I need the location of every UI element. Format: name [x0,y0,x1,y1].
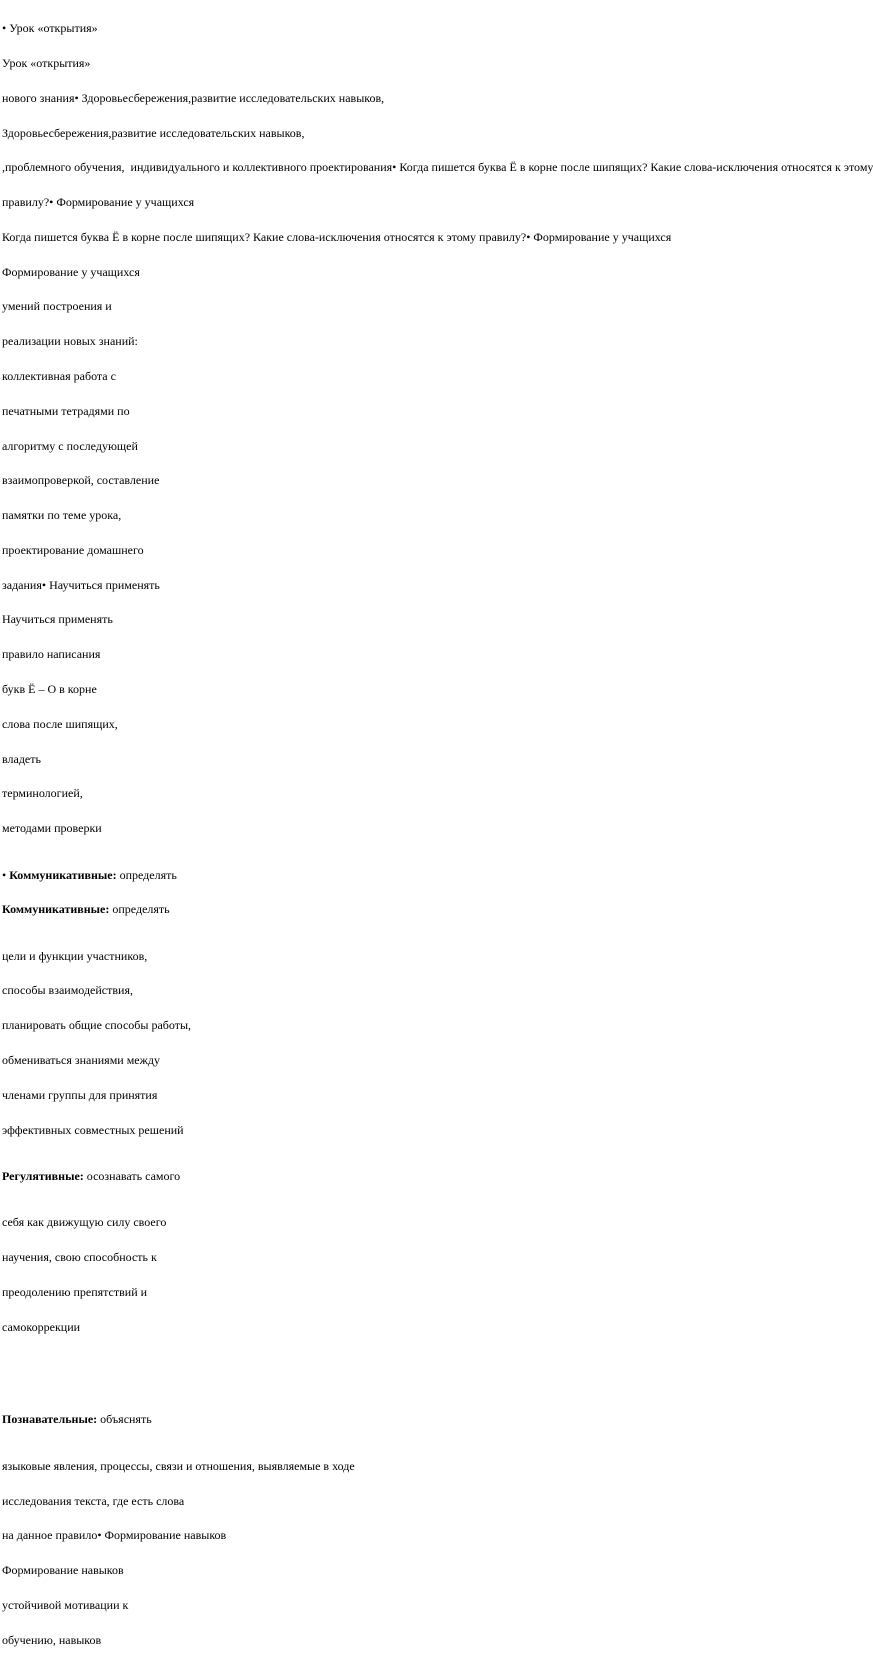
text-line: проектирование домашнего [2,542,144,557]
text-line: правилу?• Формирование у учащихся [2,195,195,210]
text-line: памятки по теме урока, [2,508,122,523]
text-line: реализации новых знаний: [2,334,138,349]
text-line: печатными тетрадями по [2,403,130,418]
communicative-line [2,904,814,916]
cognitive-text: объяснять [97,1412,152,1427]
text-line: ,проблемного обучения, индивидуального и коллективного проектирования• Когда пишется буква Ё в корне после шипящих? Какие слова-исключения относятся к этому [2,160,873,175]
regulatory-text: осознавать самого [83,1168,181,1183]
text-line: терминологией, [2,786,83,801]
text-line: преодолению препятствий и [2,1284,148,1299]
cognitive-label: Познавательные: [2,1412,98,1427]
text-line: Формирование навыков [2,1563,124,1578]
regulatory-line [2,1168,814,1183]
text-line: коллективная работа с [2,369,116,383]
text-line: слова после шипящих, [2,716,118,731]
cognitive-line [2,1414,814,1426]
text-line: умений построения и [2,299,112,314]
text-line: нового знания• Здоровьесбережения,развитие исследовательских навыков, [2,90,385,105]
text-line: методами проверки [2,821,102,836]
text-line: цели и функции участников, [2,948,148,963]
text-line: себя как движущую силу своего [2,1215,167,1230]
text-line: владеть [2,751,41,766]
text-line: взаимопроверкой, составление [2,473,160,488]
text-line: Формирование у учащихся [2,264,140,279]
text-line: исследования текста, где есть слова [2,1493,185,1508]
blank-line [2,1368,814,1380]
text-line: научения, свою способность к [2,1250,157,1265]
communicative-text: определять [116,867,177,882]
regulatory-label: Регулятивные: [2,1168,84,1183]
text-line: эффективных совместных решений [2,1122,184,1137]
text-line: правило написания [2,647,101,662]
text-line: Когда пишется буква Ё в корне после шипящих? Какие слова-исключения относятся к этому правилу?• Формирование у учащихся [2,229,672,244]
text-line: букв Ё – О в корне [2,682,97,697]
text-line: способы взаимодействия, [2,983,133,998]
text-line: языковые явления, процессы, связи и отношения, выявляемые в ходе [2,1458,355,1473]
communicative-line-bulleted [2,867,814,882]
text-line: членами группы для принятия [2,1087,158,1102]
text-line: обучению, навыков [2,1632,102,1647]
text-line: Урок «открытия» [2,55,91,70]
bullet: • [2,867,10,882]
text-line: устойчивой мотивации к [2,1597,129,1612]
text-line: алгоритму с последующей [2,438,138,453]
communicative-text: определять [109,902,170,917]
communicative-label: Коммуникативные: [9,867,117,882]
text-line: самокоррекции [2,1319,81,1334]
text-line: • Урок «открытия» [2,21,98,36]
text-line: на данное правило• Формирование навыков [2,1528,227,1543]
text-line: обмениваться знаниями между [2,1053,161,1068]
text-line: Научиться применять [2,612,113,627]
text-line: Здоровьесбережения,развитие исследовательских навыков, [2,125,305,140]
text-line: планировать общие способы работы, [2,1018,192,1033]
text-line: задания• Научиться применять [2,577,160,592]
communicative-label: Коммуникативные: [2,902,110,917]
